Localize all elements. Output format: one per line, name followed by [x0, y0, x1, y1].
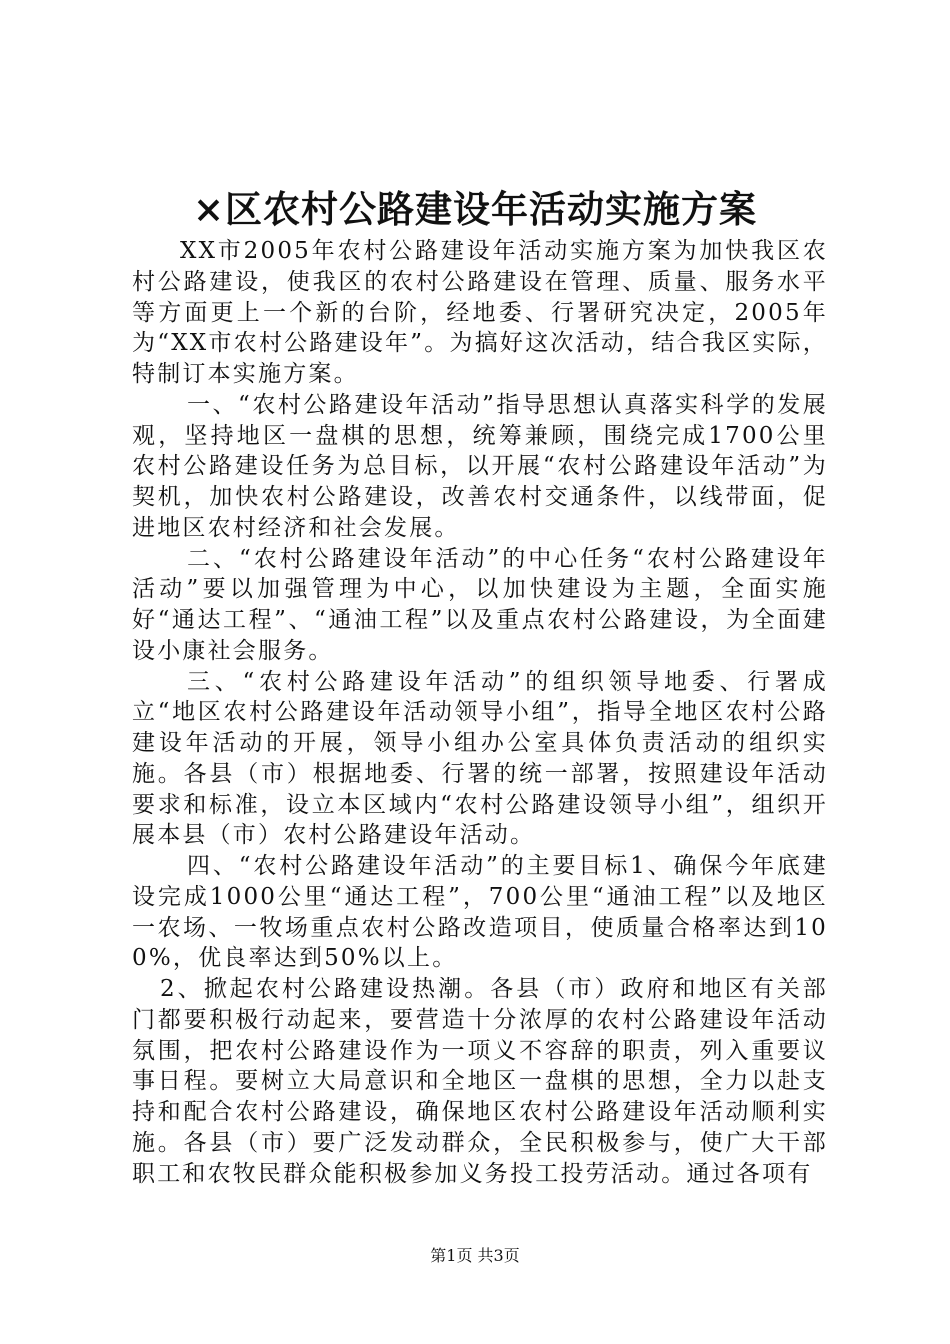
page-number-footer: 第1页 共3页 — [430, 1246, 520, 1265]
paragraph-guiding-ideology: 一、“农村公路建设年活动”指导思想认真落实科学的发展观，坚持地区一盘棋的思想，统筹兼顾，围绕完成1700公里农村公路建设任务为总目标，以开展“农村公路建设年活动”为契机，加快农村公路建设，改善农村交通条件，以线带面，促进地区农村经济和社会发展。 — [132, 391, 828, 541]
paragraph-intro: XX市2005年农村公路建设年活动实施方案为加快我区农村公路建设，使我区的农村公路建设在管理、质量、服务水平等方面更上一个新的台阶，经地委、行署研究决定，2005年为“XX市农村公路建设年”。为搞好这次活动，结合我区实际，特制订本实施方案。 — [132, 238, 828, 387]
document-title: ×区农村公路建设年活动实施方案 — [192, 187, 757, 231]
paragraph-central-task: 二、“农村公路建设年活动”的中心任务“农村公路建设年活动”要以加强管理为中心，以加快建设为主题，全面实施好“通达工程”、“通油工程”以及重点农村公路建设，为全面建设小康社会服务。 — [132, 545, 828, 664]
paragraph-construction-campaign: 2、掀起农村公路建设热潮。各县（市）政府和地区有关部门都要积极行动起来，要营造十分浓厚的农村公路建设年活动氛围，把农村公路建设作为一项义不容辞的职责，列入重要议事日程。要树立大局意识和全地区一盘棋的思想，全力以赴支持和配合农村公路建设，确保地区农村公路建设年活动顺利实施。各县（市）要广泛发动群众，全民积极参与，使广大干部职工和农牧民群众能积极参加义务投工投劳活动。通过各项有 — [132, 976, 828, 1187]
document-body — [132, 236, 828, 1189]
paragraph-organization: 三、“农村公路建设年活动”的组织领导地委、行署成立“地区农村公路建设年活动领导小组”，指导全地区农村公路建设年活动的开展，领导小组办公室具体负责活动的组织实施。各县（市）根据地委、行署的统一部署，按照建设年活动要求和标准，设立本区域内“农村公路建设领导小组”，组织开展本县（市）农村公路建设年活动。 — [132, 668, 828, 849]
paragraph-main-goals: 四、“农村公路建设年活动”的主要目标1、确保今年底建设完成1000公里“通达工程”，700公里“通油工程”以及地区一农场、一牧场重点农村公路改造项目，使质量合格率达到100%，优良率达到50%以上。 — [132, 853, 828, 972]
